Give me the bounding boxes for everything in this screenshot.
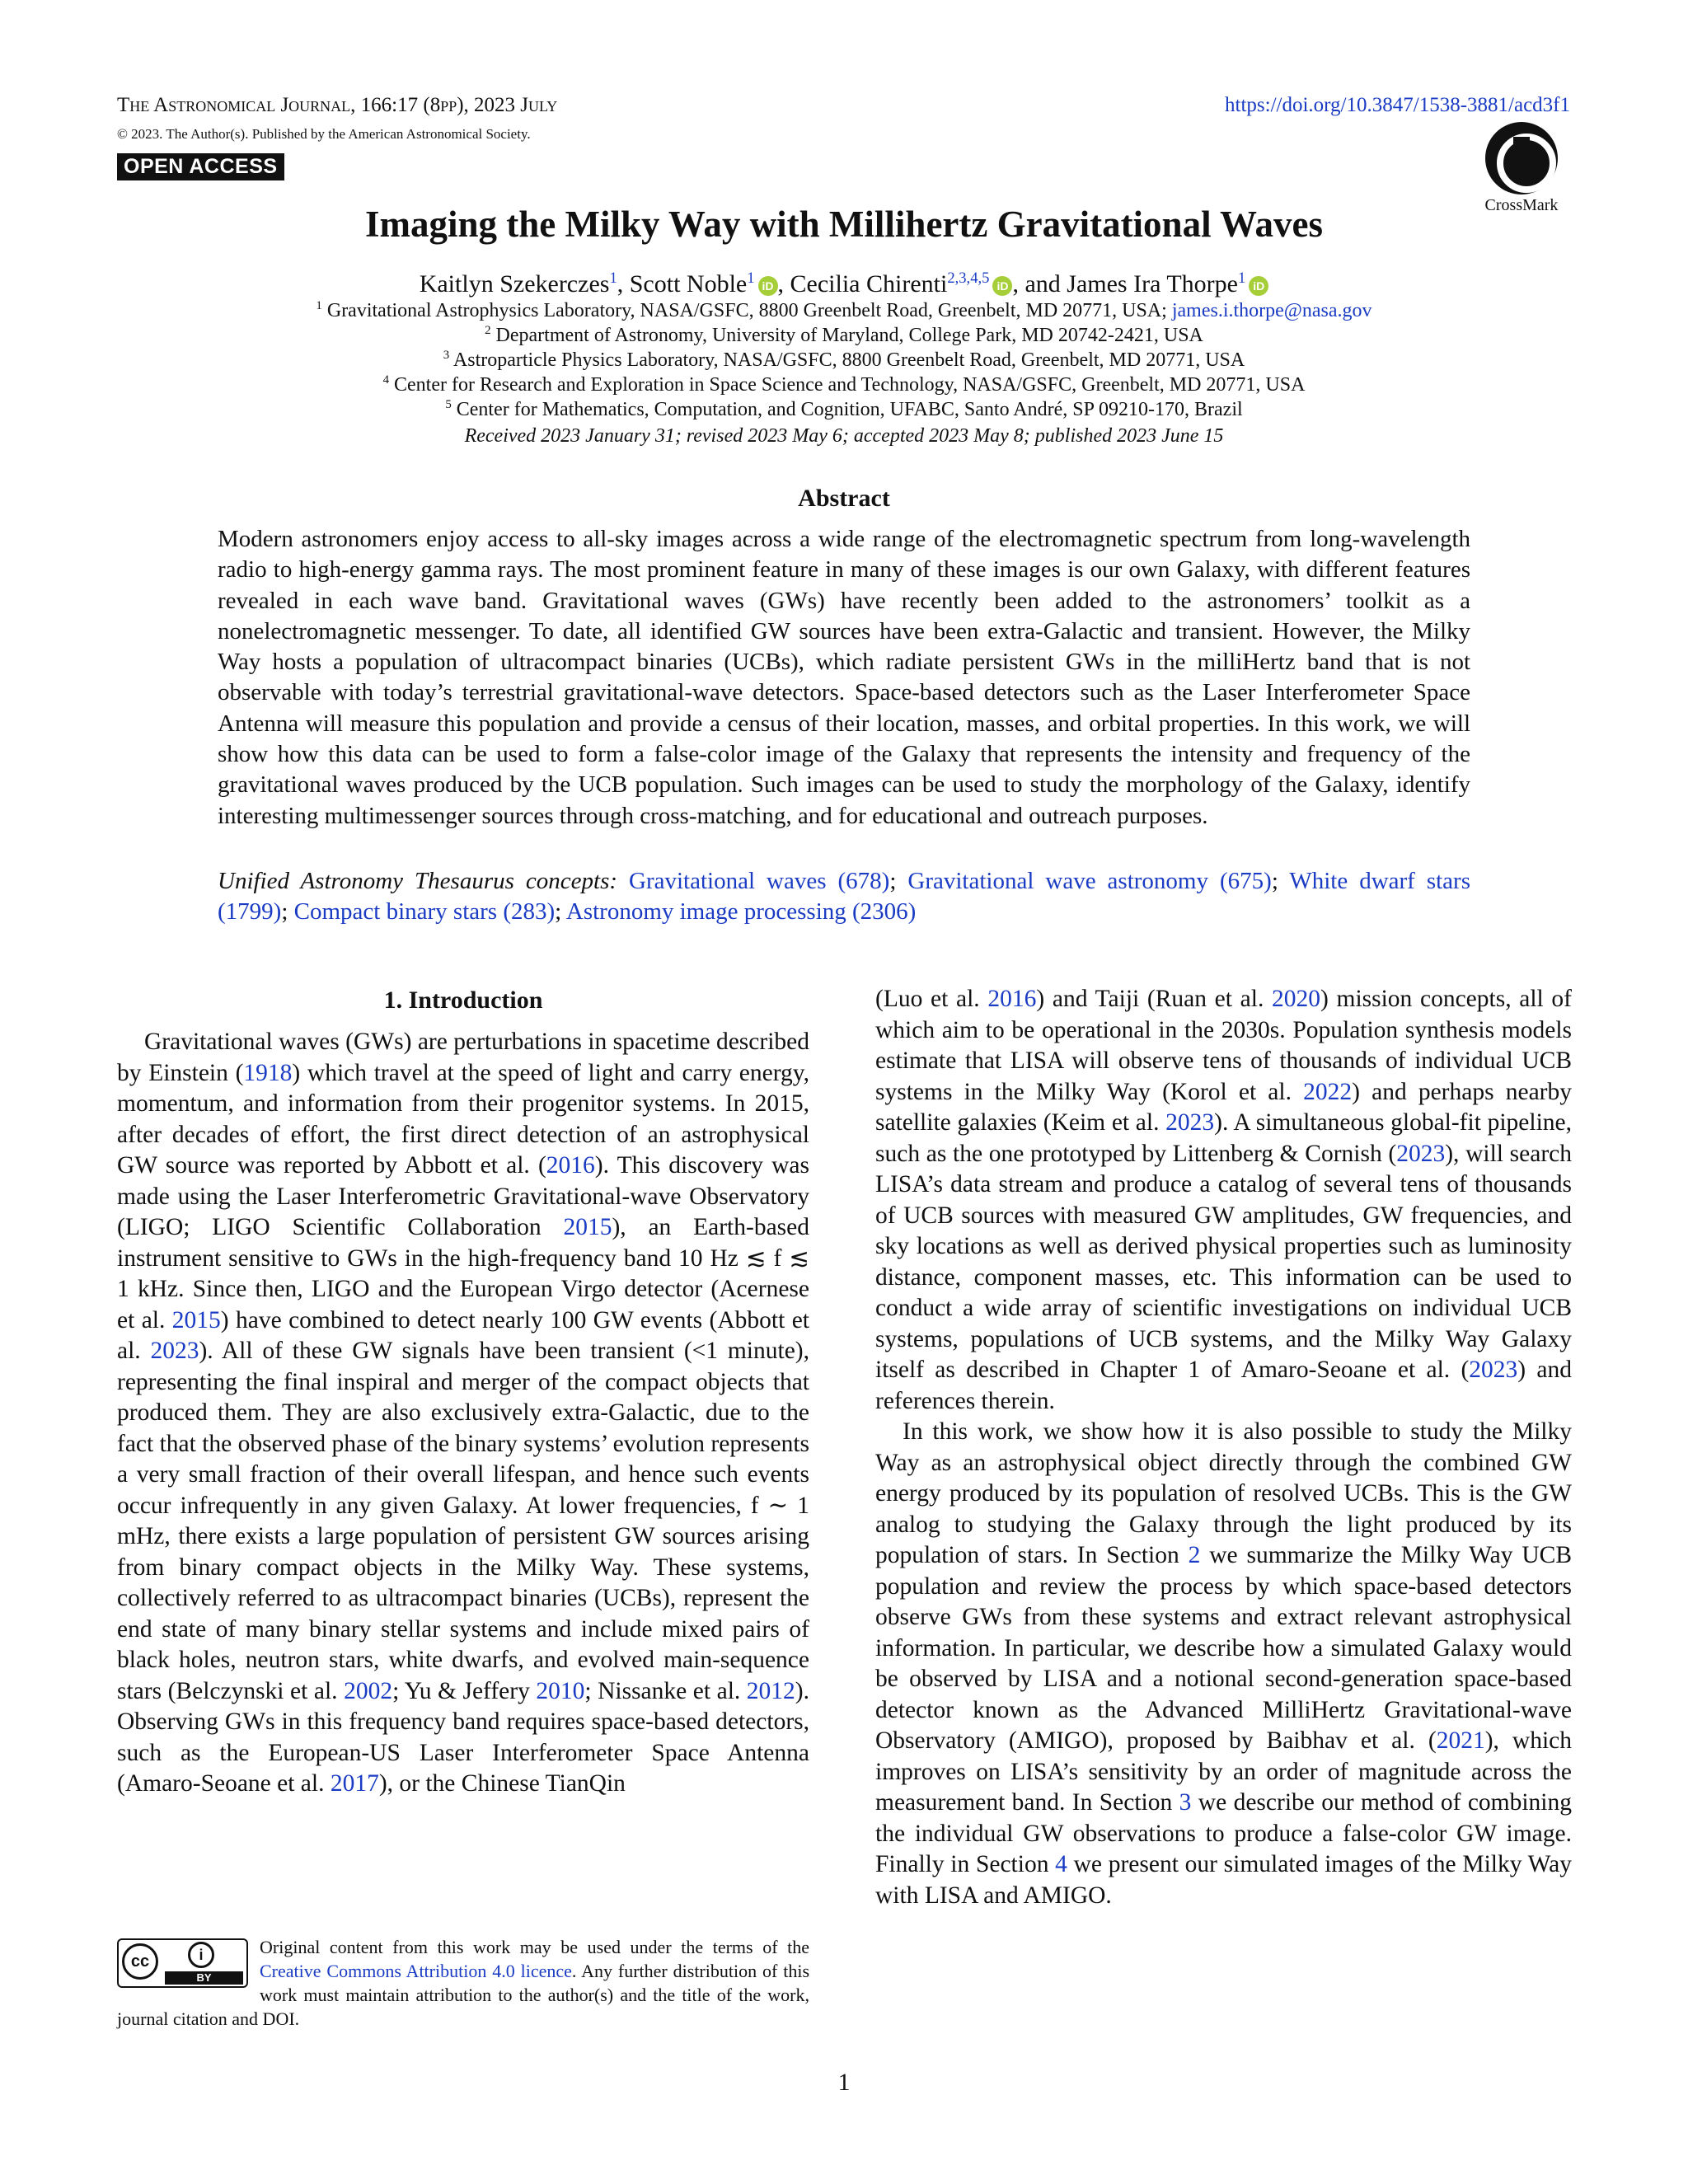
citation-link[interactable]: 2016 <box>987 986 1037 1012</box>
paragraph: (Luo et al. 2016) and Taiji (Ruan et al. 2020) mission concepts, all of which aim to be operational in the 2030s. Population synthesis models estimate that LISA will observe tens of thousands of individual UCB systems in the Milky Way (Korol et al. 2022) and perhaps nearby satellite galaxies (Keim et al. 2023). A simultaneous global-fit pipeline, such as the one prototyped by Littenberg & Cornish (2023), will search LISA’s data stream and produce a catalog of several tens of thousands of UCB sources with measured GW amplitudes, GW frequencies, and sky locations as well as derived physical properties such as luminosity distance, component masses, etc. This information can be used to conduct a wide array of scientific investigations on individual UCB systems, populations of UCB systems, and the Milky Way Galaxy itself as described in Chapter 1 of Amaro-Seoane et al. (2023) and references therein. <box>875 986 1572 1414</box>
author-name: Cecilia Chirenti <box>790 270 948 298</box>
author-affiliation-ref[interactable]: 1 <box>1237 269 1246 287</box>
uat-concept-link[interactable]: Compact binary stars (283) <box>293 898 556 926</box>
citation-link[interactable]: 2023 <box>150 1338 199 1364</box>
license-notice <box>117 1935 809 2031</box>
author-list: Kaitlyn Szekerczes$^1$, Scott Noble$^1$ iD , Cecilia Chirenti$^{2,3,4,5}$ iD , and James Ira Thorpe$^1$ iD <box>0 270 1688 298</box>
journal-citation: The Astronomical Journal, 166:17 (8pp), 2023 July <box>117 94 558 116</box>
license-text-after: . Any further distribution of this work must maintain attribution to the author(s) and the title of the work, journal citation and DOI. <box>117 1961 810 2029</box>
email-link[interactable]: james.i.thorpe@nasa.gov <box>1171 300 1372 321</box>
copyright-notice: © 2023. The Author(s). Published by the American Astronomical Society. <box>117 126 531 142</box>
affiliation-number: 2 <box>485 324 491 337</box>
affiliation-number: 4 <box>382 373 389 387</box>
affiliation: $^1$ Gravitational Astrophysics Laboratory, NASA/GSFC, 8800 Greenbelt Road, Greenbelt, MD 20771, USA; james.i.thorpe@nasa.gov <box>316 299 1372 321</box>
citation-link[interactable]: 2015 <box>563 1214 612 1240</box>
license-link[interactable]: Creative Commons Attribution 4.0 licence <box>260 1961 572 1981</box>
by-label: BY <box>165 1971 243 1985</box>
citation-link[interactable]: 3 <box>1179 1789 1192 1816</box>
page-number: 1 <box>837 2069 851 2096</box>
paragraph: In this work, we show how it is also possible to study the Milky Way as an astrophysical object directly through the combined GW energy produced by its population of resolved UCBs. This is the GW analog to studying the Galaxy through the light produced by its population of stars. In Section 2 we summarize the Milky Way UCB population and review the process by which space-based detectors observe GWs from these systems and extract relevant astrophysical information. In particular, we describe how a simulated Galaxy would be observed by LISA and a notional second-generation space-based detector known as the Advanced MilliHertz Gravitational-wave Observatory (AMIGO), proposed by Baibhav et al. (2021), which improves on LISA’s sensitivity by an order of magnitude across the measurement band. In Section 3 we describe our method of combining the individual GW observations to produce a false-color GW image. Finally in Section 4 we present our simulated images of the Milky Way with LISA and AMIGO. <box>875 1418 1573 1909</box>
received-dates: Received 2023 January 31; revised 2023 May 6; accepted 2023 May 8; published 2023 June 15 <box>464 425 1224 447</box>
citation-link[interactable]: 2017 <box>330 1770 379 1797</box>
uat-concept-link[interactable]: Gravitational wave astronomy (675) <box>907 868 1272 894</box>
affiliation-number: 1 <box>316 299 322 312</box>
affiliation-number: 5 <box>445 398 452 411</box>
citation-link[interactable]: 2010 <box>536 1677 585 1704</box>
author-name: Scott Noble <box>629 270 748 298</box>
affiliation: $^2$ Department of Astronomy, University of Maryland, College Park, MD 20742-2421, USA <box>485 324 1203 346</box>
affiliation: $^4$ Center for Research and Exploration in Space Science and Technology, NASA/GSFC, Greenbelt, MD 20771, USA <box>382 373 1306 396</box>
orcid-icon[interactable]: iD <box>1249 276 1268 296</box>
affiliation: $^5$ Center for Mathematics, Computation, and Cognition, UFABC, Santo André, SP 09210-170, Brazil <box>445 398 1243 420</box>
crossmark-icon <box>1485 122 1558 194</box>
citation-link[interactable]: 2012 <box>746 1677 795 1704</box>
section-heading-introduction: 1. Introduction <box>383 987 543 1014</box>
cc-by-license-badge[interactable] <box>117 1938 248 1988</box>
uat-concept-link[interactable]: Gravitational waves (678) <box>629 868 890 894</box>
orcid-icon[interactable]: iD <box>992 276 1012 296</box>
citation-link[interactable]: 2016 <box>546 1152 595 1179</box>
affiliation: $^3$ Astroparticle Physics Laboratory, NASA/GSFC, 8800 Greenbelt Road, Greenbelt, MD 20771, USA <box>443 349 1245 371</box>
paragraph: Gravitational waves (GWs) are perturbations in spacetime described by Einstein (1918) which travel at the speed of light and carry energy, momentum, and information from their progenitor systems. In 2015, after decades of effort, the first direct detection of an astrophysical GW source was reported by Abbott et al. (2016). This discovery was made using the Laser Interferometric Gravitational-wave Observatory (LIGO; LIGO Scientific Collaboration 2015), an Earth-based instrument sensitive to GWs in the high-frequency band 10 Hz ≲ f ≲ 1 kHz. Since then, LIGO and the European Virgo detector (Acernese et al. 2015) have combined to detect nearly 100 GW events (Abbott et al. 2023). All of these GW signals have been transient (<1 minute), representing the final inspiral and merger of the compact objects that produced them. They are also exclusively extra-Galactic, due to the fact that the observed phase of the binary systems’ evolution represents a very small fraction of their overall lifespan, and hence such events occur infrequently in any given Galaxy. At lower frequencies, f ∼ 1 mHz, there exists a large population of persistent GW sources arising from binary compact objects in the Milky Way. These systems, collectively referred to as ultracompact binaries (UCBs), represent the end state of many binary stellar systems and include mixed pairs of black holes, neutron stars, white dwarfs, and evolved main-sequence stars (Belczynski et al. 2002; Yu & Jeffery 2010; Nissanke et al. 2012). Observing GWs in this frequency band requires space-based detectors, such as the European-US Laser Interferometer Space Antenna (Amaro-Seoane et al. 2017), or the Chinese TianQin <box>117 1029 809 1797</box>
citation-link[interactable]: 2015 <box>171 1306 221 1333</box>
citation-link[interactable]: 2023 <box>1396 1140 1446 1167</box>
uat-concept-link[interactable]: Astronomy image processing (2306) <box>565 898 917 926</box>
affiliation-number: 3 <box>443 349 450 362</box>
person-icon: i <box>188 1942 214 1968</box>
uat-concepts <box>218 866 1470 928</box>
crossmark-label: CrossMark <box>1484 196 1559 214</box>
uat-concept-link[interactable]: White dwarf stars (1799) <box>218 868 1471 926</box>
author-affiliation-ref[interactable]: 1 <box>747 269 755 287</box>
uat-label: Unified Astronomy Thesaurus concepts: <box>218 868 630 894</box>
citation-link[interactable]: 2023 <box>1165 1109 1215 1136</box>
license-text-before: Original content from this work may be used under the terms of the <box>260 1937 809 1957</box>
citation-link[interactable]: 2002 <box>344 1677 393 1704</box>
open-access-badge: OPEN ACCESS <box>117 153 284 180</box>
citation-link[interactable]: 2021 <box>1436 1727 1485 1754</box>
uat-concept-list: Gravitational waves (678); Gravitational wave astronomy (675); White dwarf stars (1799); Compact binary stars (283); Astronomy image processing (2306) <box>218 868 1471 926</box>
cc-icon: cc <box>122 1943 158 1980</box>
citation-link[interactable]: 2022 <box>1303 1078 1353 1105</box>
author-affiliation-ref[interactable]: 1 <box>609 269 617 287</box>
doi-link[interactable]: https://doi.org/10.3847/1538-3881/acd3f1 <box>1225 94 1570 116</box>
citation-link[interactable]: 4 <box>1055 1851 1067 1877</box>
citation-link[interactable]: 2020 <box>1272 986 1320 1012</box>
crossmark-button[interactable] <box>1475 122 1568 215</box>
citation-link[interactable]: 2023 <box>1469 1357 1518 1383</box>
author-name: Kaitlyn Szekerczes <box>419 270 610 298</box>
citation-link[interactable]: 1918 <box>243 1059 293 1086</box>
author-affiliation-ref[interactable]: 2,3,4,5 <box>947 269 990 287</box>
paper-title: Imaging the Milky Way with Millihertz Gravitational Waves <box>364 204 1324 245</box>
abstract-heading: Abstract <box>798 485 890 512</box>
right-column-text <box>875 984 1572 1911</box>
left-column-text <box>117 1027 809 1800</box>
author-name: James Ira Thorpe <box>1067 270 1238 298</box>
citation-link[interactable]: 2 <box>1188 1542 1201 1568</box>
abstract-text: Modern astronomers enjoy access to all-sky images across a wide range of the electromagnetic spectrum from long-wavelength radio to high-energy gamma rays. The most prominent feature in many of these images is our own Galaxy, with different features revealed in each wave band. Gravitational waves (GWs) have recently been added to the astronomers’ toolkit as a nonelectromagnetic messenger. To date, all identified GW sources have been extra-Galactic and transient. However, the Milky Way hosts a population of ultracompact binaries (UCBs), which radiate persistent GWs in the milliHertz band that is not observable with today’s terrestrial gravitational-wave detectors. Space-based detectors such as the Laser Interferometer Space Antenna will measure this population and provide a census of their location, masses, and orbital properties. In this work, we will show how this data can be used to form a false-color image of the Galaxy that represents the intensity and frequency of the gravitational waves produced by the UCB population. Such images can be used to study the morphology of the Galaxy, identify interesting multimessenger sources through cross-matching, and for educational and outreach purposes. <box>218 526 1470 829</box>
orcid-icon[interactable]: iD <box>758 276 778 296</box>
